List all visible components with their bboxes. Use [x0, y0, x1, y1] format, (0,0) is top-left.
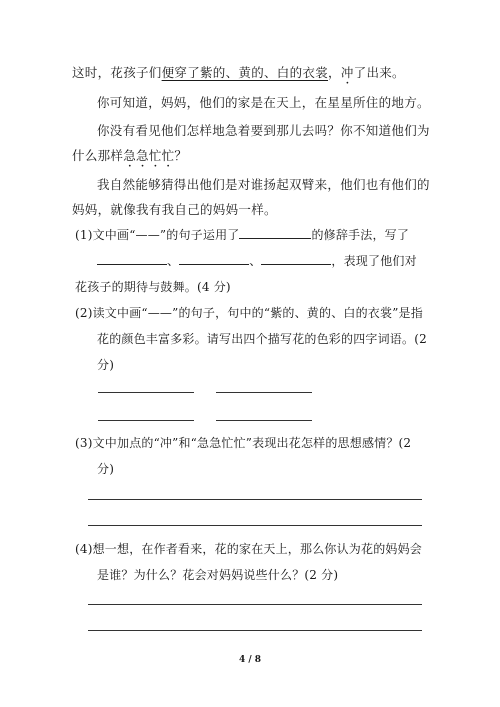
answer-line[interactable]: [88, 499, 422, 500]
passage-text: 了出来。: [353, 65, 405, 80]
passage-text: 这时，花孩子们: [72, 65, 162, 80]
answer-line[interactable]: [88, 630, 422, 631]
answer-blank[interactable]: [261, 250, 331, 265]
question-text: 、: [249, 254, 262, 268]
answer-line[interactable]: [216, 420, 312, 421]
question-text: 、: [167, 254, 180, 268]
answer-blank[interactable]: [239, 224, 311, 239]
question-3: (3)文中加点的“冲”和“急急忙忙”表现出花怎样的思想感情？(2 分): [75, 436, 412, 476]
question-text: 的修辞手法，写了: [311, 228, 410, 242]
page-number: 4 / 8: [238, 655, 262, 665]
answer-blank[interactable]: [179, 250, 249, 265]
answer-line[interactable]: [98, 392, 194, 393]
answer-line[interactable]: [216, 392, 312, 393]
passage-paragraph-1: [72, 60, 432, 87]
question-1: [75, 222, 427, 300]
answer-line[interactable]: [98, 420, 194, 421]
answer-line[interactable]: [88, 604, 422, 605]
underlined-sentence: 便穿了紫的、黄的、白的衣裳: [161, 65, 329, 80]
passage-text: 么那样: [84, 148, 124, 163]
question-4: (4)想一想，在作者看来，花的家在天上，那么你认为花的妈妈会是谁？为什么？花会对妈妈说些什么？(2 分): [75, 542, 423, 582]
answer-line[interactable]: [88, 525, 422, 526]
question-text: ，表现了他们对花孩子的期待与鼓舞。(4 分): [75, 254, 417, 294]
question-2: (2)读文中画“——”的句子，句中的“紫的、黄的、白的衣裳”是指花的颜色丰富多彩。请写出四个描写花的色彩的四字词语。(2 分): [75, 306, 427, 372]
dotted-word-chong: 冲: [340, 65, 354, 80]
passage-text: 你没有看见他们怎样地急着要到那儿去吗？你不知道他们为什: [72, 123, 430, 163]
passage-paragraph-2: 你可知道，妈妈，他们的家是在天上，在星星所住的地方。: [97, 95, 430, 110]
passage-paragraph-4: 我自然能够猜得出他们是对谁扬起双臂来，他们也有他们的妈妈，就像我有我自己的妈妈一样。: [72, 177, 430, 217]
answer-blank[interactable]: [97, 250, 167, 265]
dotted-word-jijimangmang: 急急忙忙: [123, 148, 175, 163]
passage-text: ，: [328, 65, 341, 80]
question-text: (1)文中画“——”的句子运用了: [75, 228, 240, 242]
passage-paragraph-3: [72, 118, 432, 170]
passage-text: ？: [174, 148, 188, 163]
